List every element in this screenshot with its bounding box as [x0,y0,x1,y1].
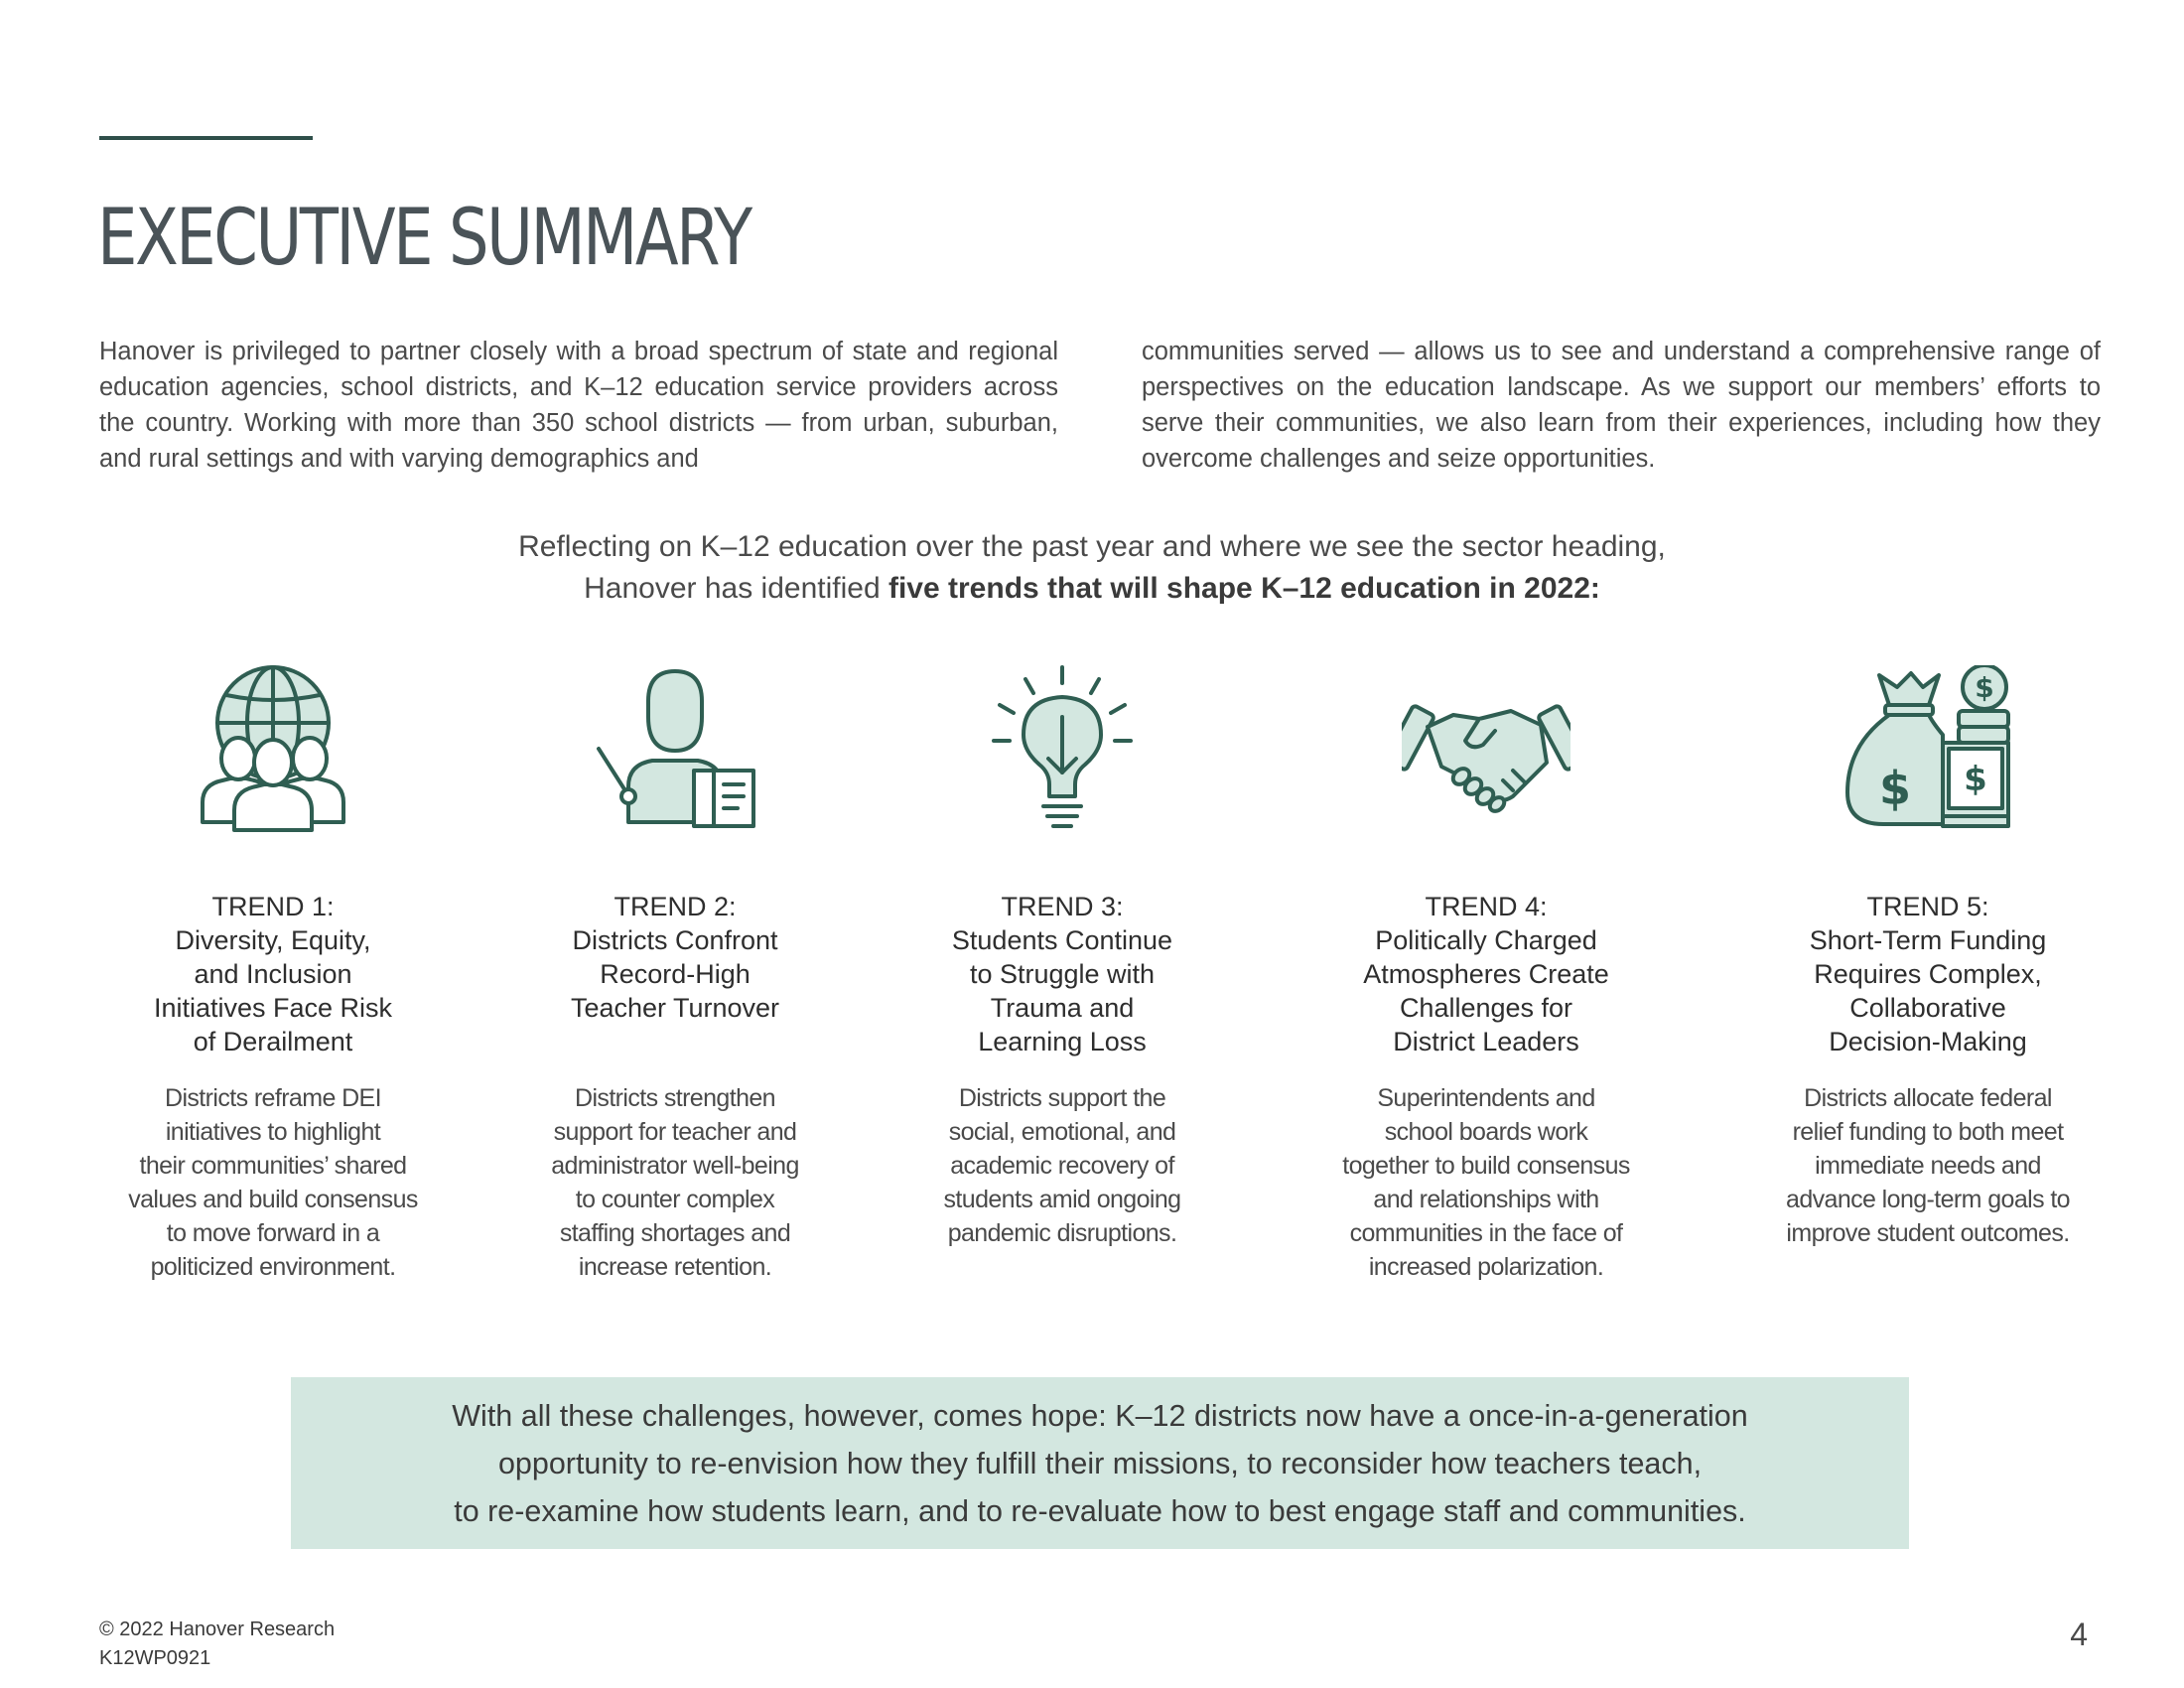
trend-card-1 [94,665,452,1284]
trend-desc-line: school boards work [1384,1118,1588,1146]
page-title: EXECUTIVE SUMMARY [97,194,751,283]
trend-desc-line: and relationships with [1373,1186,1599,1213]
trend-title-line: Learning Loss [978,1027,1147,1056]
trend-description [1307,1081,1665,1284]
trend-description [884,1081,1241,1250]
trend-title-line: to Struggle with [969,959,1156,989]
trend-desc-line: support for teacher and [553,1118,797,1146]
trend-title-line: Politically Charged [1375,925,1597,955]
trend-title-line: Teacher Turnover [570,993,780,1023]
trend-desc-line: to move forward in a [166,1219,380,1247]
globe-people-icon [189,665,357,834]
trend-title-line: Diversity, Equity, [175,925,371,955]
trend-desc-line: social, emotional, and [948,1118,1176,1146]
trend-heading [884,890,1241,1058]
trend-title-spacer [496,1025,854,1058]
trend-description [1749,1081,2107,1250]
trend-description [94,1081,452,1284]
trend-desc-line: Districts allocate federal [1804,1084,2052,1112]
lightbulb-icon [978,665,1147,834]
trend-title-line: Decision-Making [1829,1027,2027,1056]
svg-text:$: $ [1964,760,1987,799]
trend-desc-line: politicized environment. [150,1253,396,1281]
callout-line: With all these challenges, however, comes hope: K–12 districts now have a once-in-a-generation [452,1398,1748,1433]
trends-lead-bold: five trends that will shape K–12 education in 2022: [887,572,1600,605]
handshake-icon [1402,665,1570,834]
money-bag-icon [1843,665,2012,834]
trend-desc-line: academic recovery of [950,1152,1174,1180]
trend-title-line: Collaborative [1849,993,2006,1023]
trend-heading [1749,890,2107,1058]
trend-heading [496,890,854,1058]
trend-title-line: Students Continue [951,925,1173,955]
trend-label: TREND 3: [1001,892,1124,921]
trends-lead-line-1: Reflecting on K–12 education over the past year and where we see the sector heading, [518,530,1666,563]
trend-title-line: Initiatives Face Risk [153,993,393,1023]
trend-desc-line: Superintendents and [1377,1084,1595,1112]
trend-label: TREND 1: [211,892,335,921]
trend-desc-line: Districts support the [958,1084,1166,1112]
trend-title-line: Requires Complex, [1814,959,2042,989]
trend-card-3 [884,665,1241,1250]
trend-desc-line: communities in the face of [1349,1219,1623,1247]
trend-title-line: and Inclusion [194,959,352,989]
trend-title-line: Atmospheres Create [1363,959,1609,989]
trends-lead-prefix: Hanover has identified [584,572,888,605]
trend-desc-line: their communities’ shared [139,1152,407,1180]
trend-desc-line: pandemic disruptions. [947,1219,1177,1247]
trend-desc-line: Districts reframe DEI [165,1084,381,1112]
trend-desc-line: improve student outcomes. [1786,1219,2070,1247]
trend-title-line: of Derailment [193,1027,353,1056]
trend-title-line: Short-Term Funding [1809,925,2047,955]
trend-title-line: Trauma and [990,993,1135,1023]
trend-desc-line: initiatives to highlight [165,1118,381,1146]
trend-desc-line: relief funding to both meet [1792,1118,2064,1146]
hope-callout [291,1377,1909,1549]
trend-title-line: Districts Confront [572,925,778,955]
title-accent-rule [99,136,313,140]
trend-card-4 [1307,665,1665,1284]
trend-description [496,1081,854,1284]
trend-title-line: District Leaders [1393,1027,1579,1056]
trend-desc-line: increase retention. [578,1253,772,1281]
trend-label: TREND 4: [1425,892,1548,921]
intro-paragraph-left: Hanover is privileged to partner closely with a broad spectrum of state and regional education agencies, school districts, and K–12 education service providers across the country. Working with more than 350 school districts — from urban, suburban, and rural settings and with varying demographics and [99,338,1058,473]
trends-lead [0,526,2184,610]
trend-card-5 [1749,665,2107,1250]
intro-paragraph-right: communities served — allows us to see and understand a comprehensive range of perspectives on the education landscape. As we support our members’ efforts to serve their communities, we also learn from their experiences, including how they overcome challenges and seize opportunities. [1142,338,2101,473]
trend-title-line: Challenges for [1399,993,1573,1023]
trend-desc-line: immediate needs and [1815,1152,2041,1180]
trend-card-2 [496,665,854,1284]
page-number: 4 [2070,1617,2088,1652]
trend-desc-line: values and build consensus [128,1186,418,1213]
trend-label: TREND 2: [614,892,737,921]
teacher-icon [591,665,759,834]
footer-code: K12WP0921 [99,1647,211,1669]
trend-heading [94,890,452,1058]
trend-desc-line: administrator well-being [551,1152,799,1180]
svg-text:$: $ [1878,762,1912,815]
trend-heading [1307,890,1665,1058]
footer-copyright: © 2022 Hanover Research [99,1618,336,1640]
trend-desc-line: to counter complex [575,1186,775,1213]
trend-desc-line: advance long-term goals to [1786,1186,2070,1213]
trend-desc-line: staffing shortages and [559,1219,791,1247]
trend-desc-line: increased polarization. [1368,1253,1604,1281]
footer [99,1616,335,1673]
trend-desc-line: students amid ongoing [943,1186,1181,1213]
trend-label: TREND 5: [1866,892,1989,921]
callout-line: to re-examine how students learn, and to re-evaluate how to best engage staff and communities. [454,1493,1746,1528]
svg-text:$: $ [1975,671,1994,704]
trend-desc-line: Districts strengthen [575,1084,775,1112]
callout-line: opportunity to re-envision how they fulfill their missions, to reconsider how teachers teach, [497,1446,1703,1480]
trend-desc-line: together to build consensus [1342,1152,1630,1180]
trends-lead-line-2 [0,568,2184,610]
trend-title-line: Record-High [600,959,751,989]
